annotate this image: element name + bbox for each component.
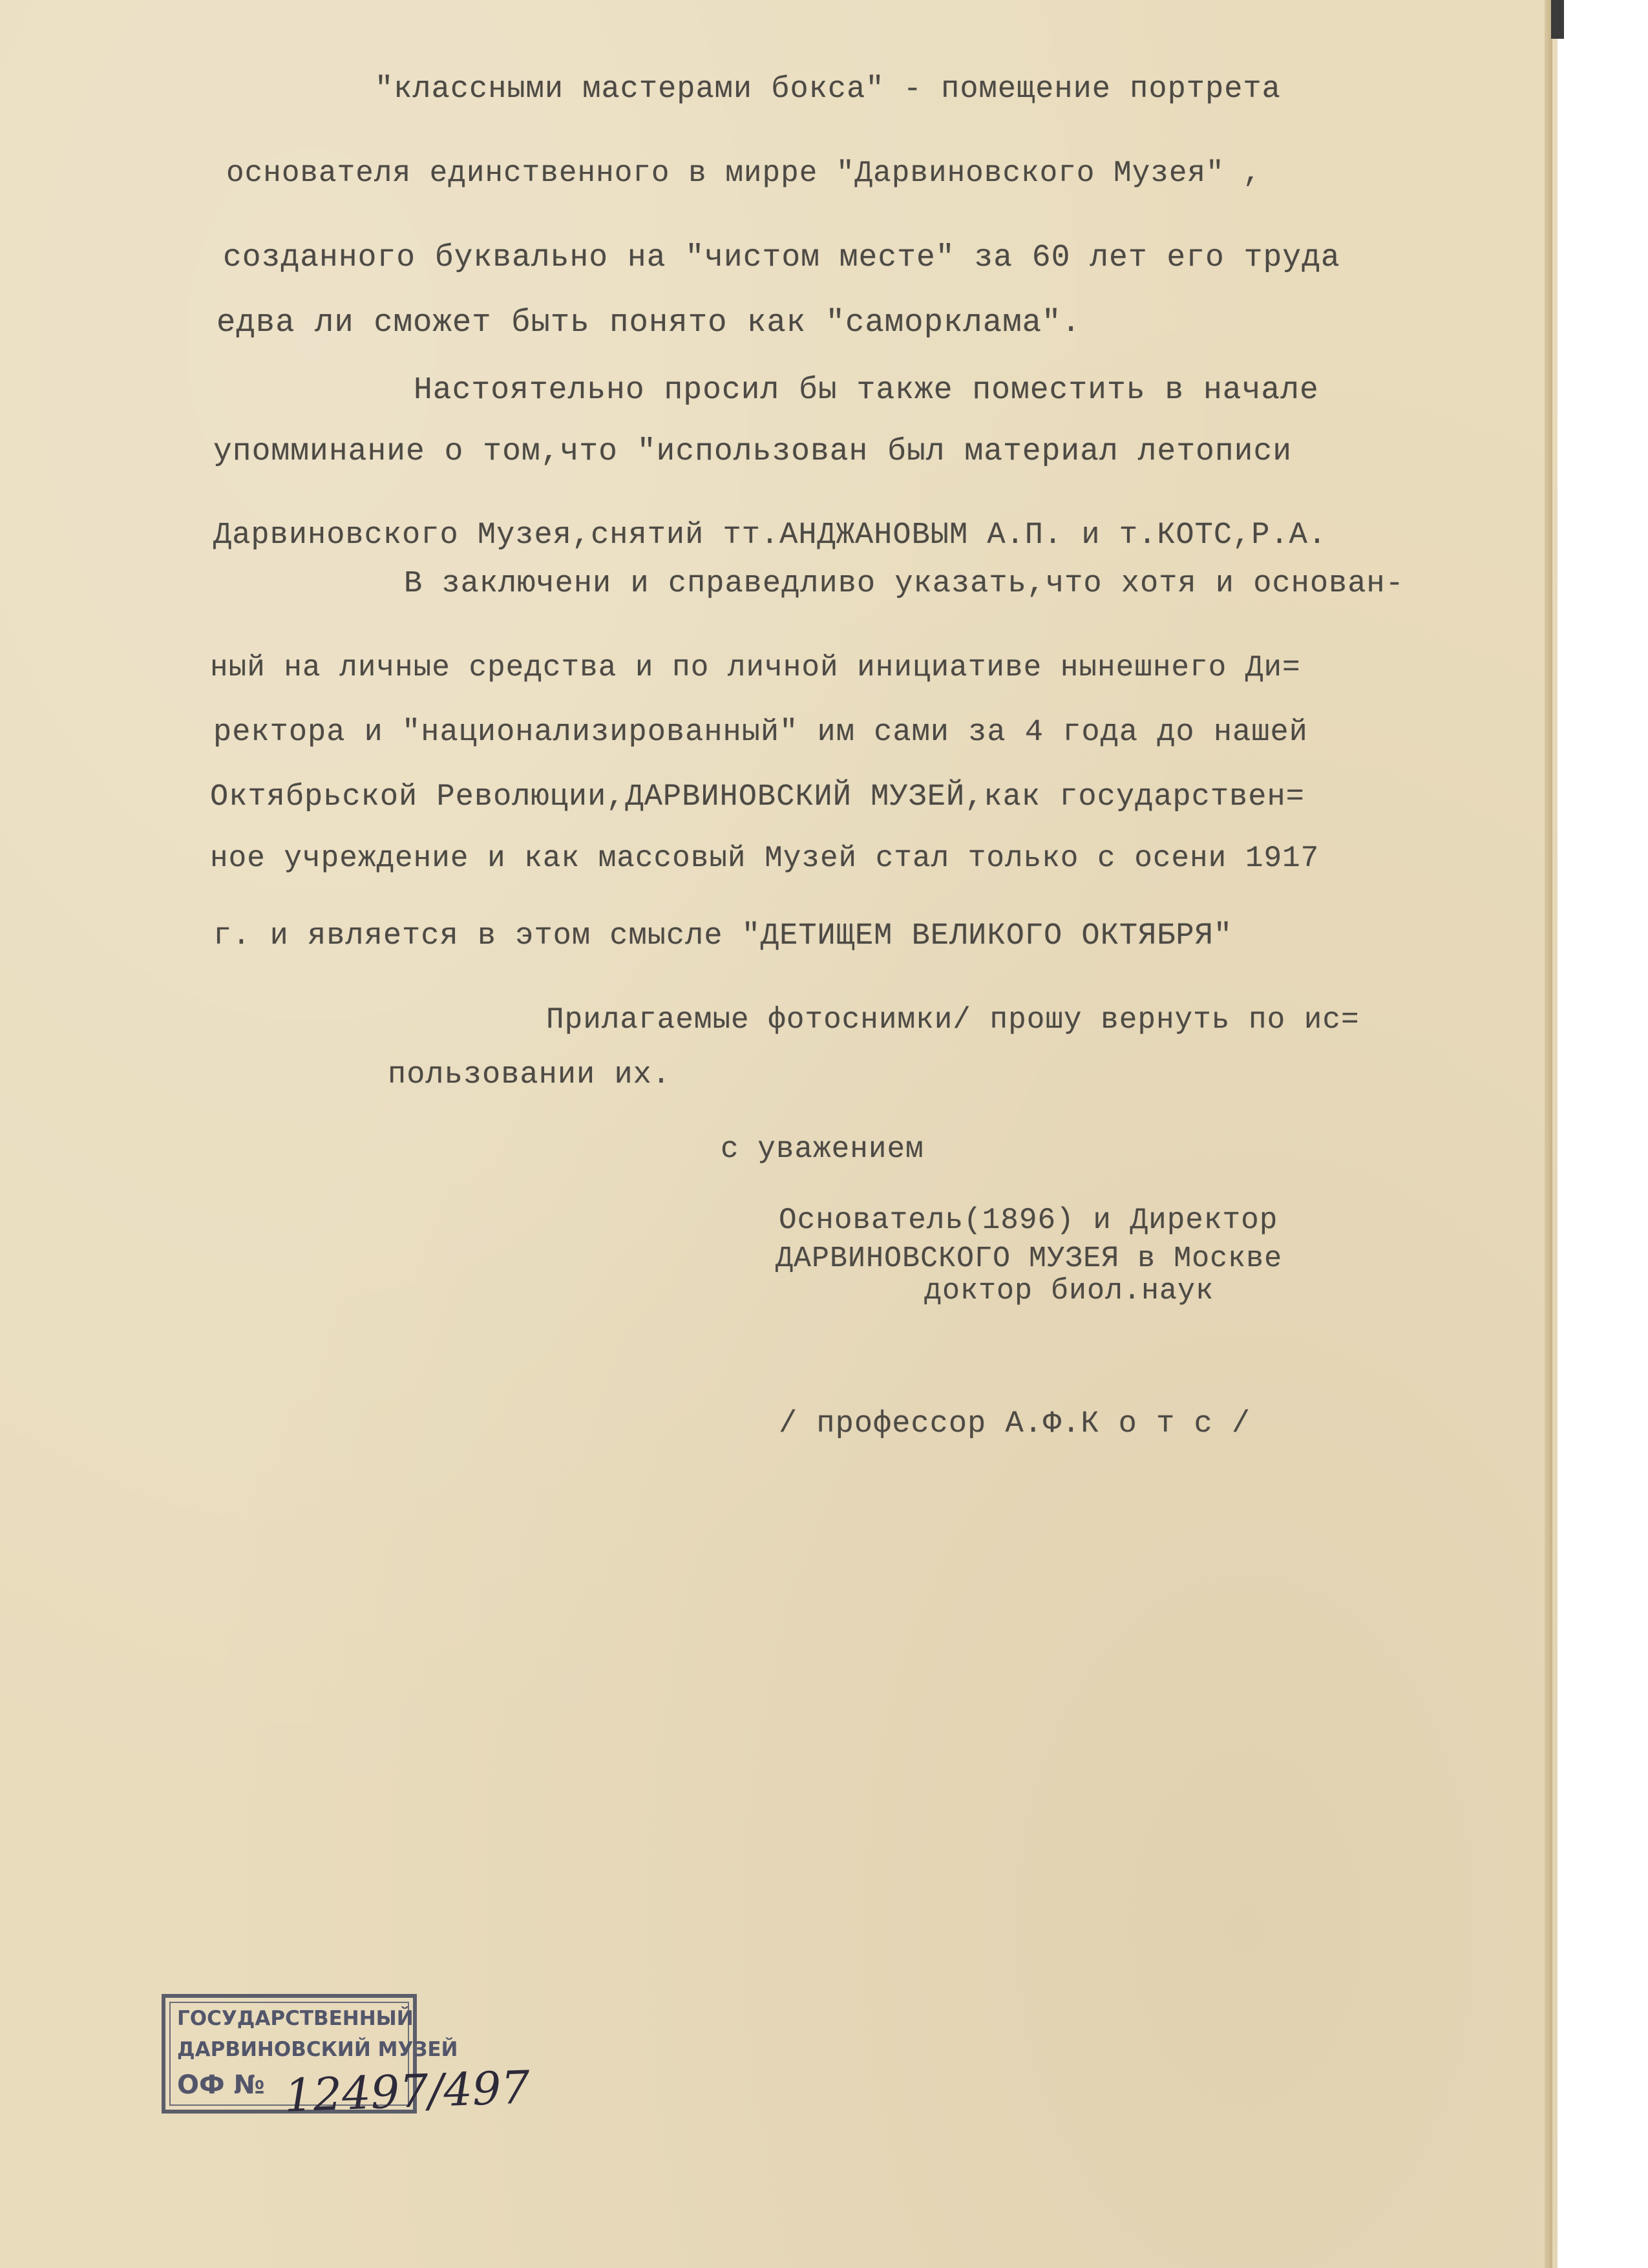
text-line-10: ректора и "национализированный" им сами за 4 года до нашей bbox=[213, 715, 1308, 750]
signature-title-3: доктор биол.наук bbox=[924, 1275, 1214, 1308]
signature-title-2: ДАРВИНОВСКОГО МУЗЕЯ в Москве bbox=[776, 1242, 1283, 1275]
stamp-line-1: ГОСУДАРСТВЕННЫЙ bbox=[177, 2007, 414, 2030]
text-line-7: Дарвиновского Музея,снятий тт.АНДЖАНОВЫМ А.П. и т.КОТС,Р.А. bbox=[213, 518, 1327, 553]
stamp-line-2: ДАРВИНОВСКИЙ МУЗЕЙ bbox=[177, 2038, 458, 2061]
closing-salutation: с уважением bbox=[721, 1132, 924, 1166]
text-line-1: "классными мастерами бокса" - помещение портрета bbox=[375, 72, 1281, 107]
signature-title-1: Основатель(1896) и Директор bbox=[779, 1203, 1278, 1237]
signature-name: / профессор А.Ф.К о т с / bbox=[779, 1407, 1251, 1441]
text-line-2: основателя единственного в мирре "Дарвиновского Музея" , bbox=[226, 156, 1262, 190]
page-edge bbox=[1545, 0, 1552, 2268]
text-line-12: ное учреждение и как массовый Музей стал только с осени 1917 bbox=[210, 842, 1320, 875]
text-line-6: упомминание о том,что "использован был материал летописи bbox=[213, 434, 1293, 469]
text-line-11: Октябрьской Революции,ДАРВИНОВСКИЙ МУЗЕЙ,как государствен= bbox=[210, 780, 1305, 814]
text-line-5: Настоятельно просил бы также поместить в начале bbox=[414, 373, 1319, 408]
text-line-8: В заключени и справедливо указать,что хотя и основан- bbox=[404, 567, 1404, 601]
stamp-line-3: ОФ № bbox=[177, 2070, 265, 2100]
scan-background bbox=[1551, 0, 1564, 39]
text-line-3: созданного буквально на "чистом месте" за 60 лет его труда bbox=[223, 240, 1340, 275]
text-line-9: ный на личные средства и по личной инициативе нынешнего Ди= bbox=[210, 651, 1301, 684]
text-line-4: едва ли сможет быть понято как "саморклама". bbox=[217, 304, 1081, 341]
text-line-15: пользовании их. bbox=[388, 1058, 671, 1092]
text-line-14: Прилагаемые фотоснимки/ прошу вернуть по ис= bbox=[546, 1003, 1360, 1037]
inventory-number: 12497/497 bbox=[283, 2061, 531, 2123]
text-line-13: г. и является в этом смысле "ДЕТИЩЕМ ВЕЛИКОГО ОКТЯБРЯ" bbox=[213, 919, 1233, 953]
